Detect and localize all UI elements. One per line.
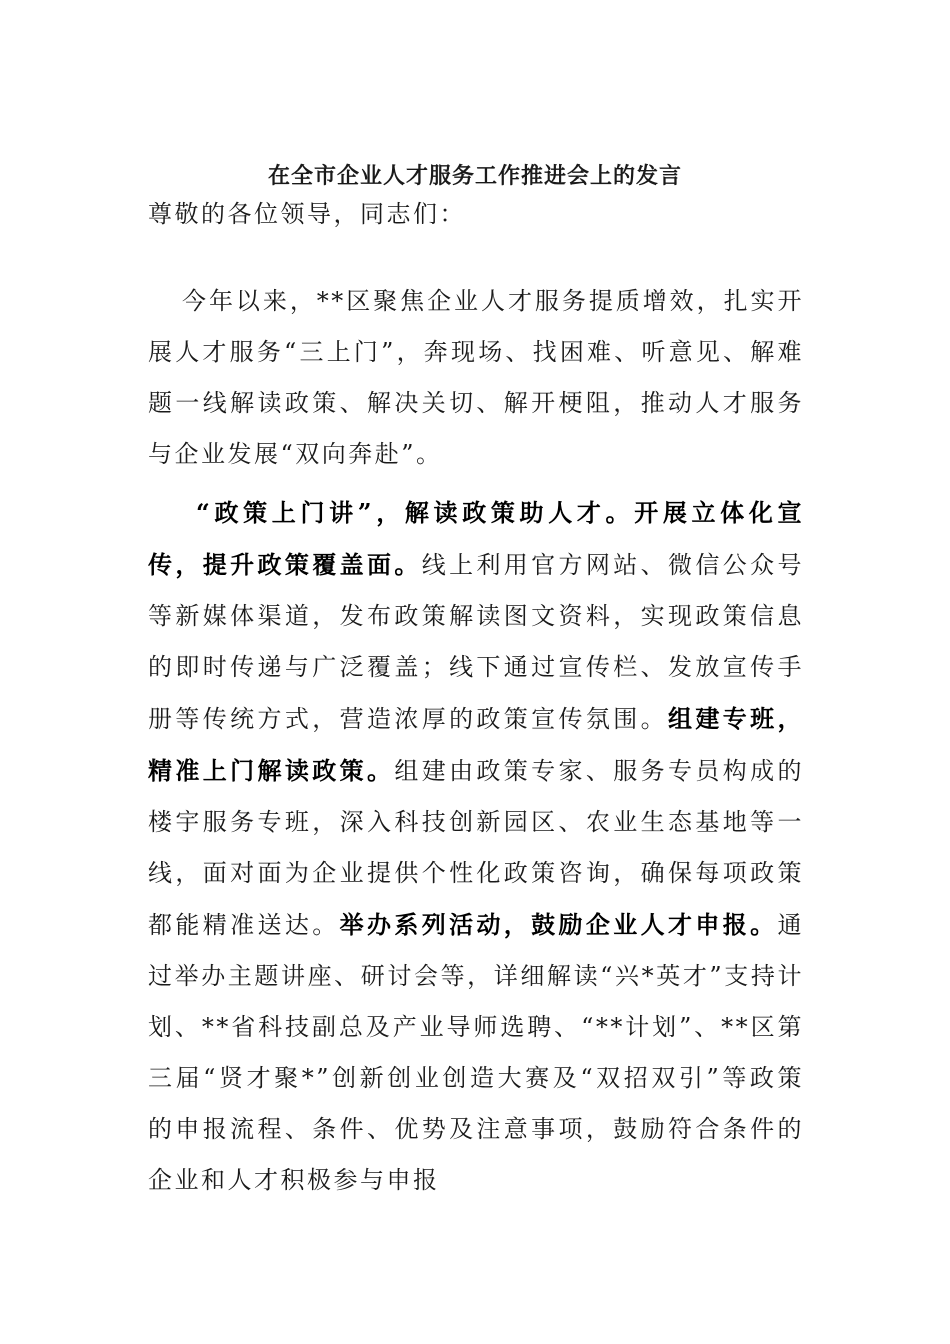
paragraph-policy (148, 487, 804, 1206)
document-title: 在全市企业人才服务工作推进会上的发言 (267, 163, 682, 189)
point1-text: 线上利用官方网站、微信公众号等新媒体渠道，发布政策解读图文资料，实现政策信息的即时传递与广泛覆盖；线下通过宣传栏、发放宣传手册等传统方式，营造浓厚的政策宣传氛围。 (148, 551, 805, 733)
point1-title: 开展立体化宣传，提升政策覆盖面。 (148, 498, 805, 579)
point3-text: 通过举办主题讲座、研讨会等，详细解读“兴*英才”支持计划、**省科技副总及产业导师选聘、“**计划”、**区第三届“贤才聚*”创新创业创造大赛及“双招双引”等政策的申报流程、条件、优势及注意事项，鼓励符合条件的企业和人才积极参与申报 (148, 911, 805, 1194)
point2-title: 组建专班，精准上门解读政策。 (148, 704, 805, 785)
salutation: 尊敬的各位领导，同志们： (148, 200, 466, 228)
section-heading: “政策上门讲”，解读政策助人才。 (196, 498, 635, 527)
point3-title: 举办系列活动，鼓励企业人才申报。 (339, 910, 778, 939)
paragraph-intro: 今年以来，**区聚焦企业人才服务提质增效，扎实开展人才服务“三上门”，奔现场、找困难、听意见、解难题一线解读政策、解决关切、解开梗阻，推动人才服务与企业发展“双向奔赴”。 (148, 287, 804, 468)
point2-text: 组建由政策专家、服务专员构成的楼宇服务专班，深入科技创新园区、农业生态基地等一线，面对面为企业提供个性化政策咨询，确保每项政策都能精准送达。 (148, 757, 805, 939)
